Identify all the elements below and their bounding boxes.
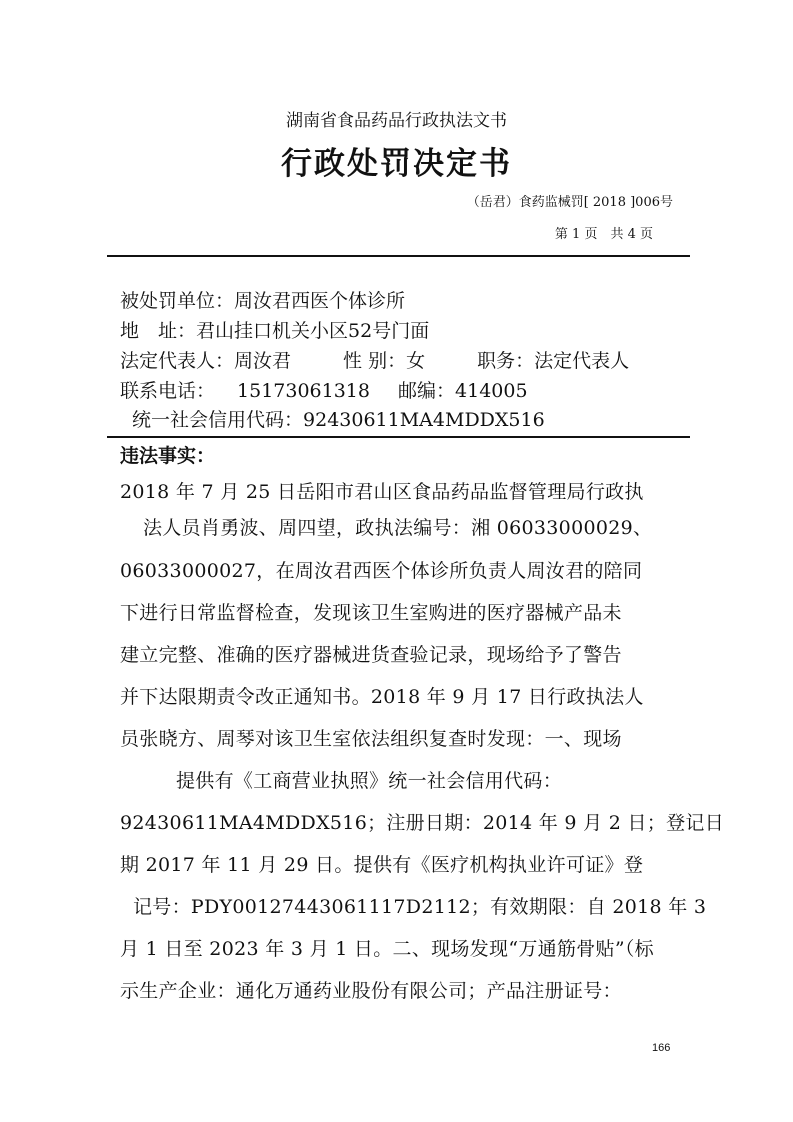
facts-line: 建立完整、准确的医疗器械进货查验记录，现场给予了警告 <box>120 644 622 666</box>
credit-value: 92430611MA4MDDX516 <box>303 409 545 431</box>
facts-line: 记号：PDY00127443061117D2112；有效期限：自 2018 年 3 <box>133 896 707 918</box>
facts-line: 员张晓方、周琴对该卫生室依法组织复查时发现：一、现场 <box>120 728 622 750</box>
party-address-row <box>120 316 429 343</box>
unit-label: 被处罚单位： <box>120 290 235 312</box>
facts-line: 92430611MA4MDDX516；注册日期：2014 年 9 月 2 日；登记日 <box>120 812 725 834</box>
postcode-value: 414005 <box>455 380 528 402</box>
facts-line: 法人员肖勇波、周四望，政执法编号：湘 06033000029、 <box>143 517 653 539</box>
document-title: 行政处罚决定书 <box>281 146 512 182</box>
facts-line: 06033000027，在周汝君西医个体诊所负责人周汝君的陪同 <box>120 560 643 582</box>
facts-line: 提供有《工商营业执照》统一社会信用代码： <box>176 770 563 792</box>
page-number: 166 <box>652 1042 671 1054</box>
postcode-label: 邮编： <box>398 380 456 402</box>
gender-value: 女 <box>406 350 426 372</box>
facts-line: 并下达限期责令改正通知书。2018 年 9 月 17 日行政执法人 <box>120 686 644 708</box>
party-representative-row <box>120 346 629 373</box>
phone-label: 联系电话： <box>120 380 216 402</box>
party-credit-row <box>132 405 545 432</box>
facts-line: 月 1 日至 2023 年 3 月 1 日。二、现场发现“万通筋骨贴”（标 <box>120 938 654 960</box>
facts-line: 示生产企业：通化万通药业股份有限公司；产品注册证号： <box>120 980 622 1002</box>
facts-line: 2018 年 7 月 25 日岳阳市君山区食品药品监督管理局行政执 <box>120 481 644 503</box>
rep-label: 法定代表人： <box>120 350 235 372</box>
facts-line: 期 2017 年 11 月 29 日。提供有《医疗机构执业许可证》登 <box>120 854 644 876</box>
gender-label: 性 别： <box>343 350 407 372</box>
address-label: 地 址： <box>120 320 197 342</box>
facts-line: 下进行日常监督检查，发现该卫生室购进的医疗器械产品未 <box>120 602 622 624</box>
position-value: 法定代表人 <box>534 350 630 372</box>
credit-label: 统一社会信用代码： <box>132 409 304 431</box>
party-contact-row <box>120 376 528 403</box>
section-divider <box>107 436 690 438</box>
page-info: 第 1 页 共 4 页 <box>554 227 653 242</box>
document-number: （岳君）食药监械罚[ 2018 ]006号 <box>466 195 673 210</box>
address-value: 君山挂口机关小区52号门面 <box>196 320 430 342</box>
unit-value: 周汝君西医个体诊所 <box>234 290 406 312</box>
rep-value: 周汝君 <box>234 350 292 372</box>
top-divider <box>107 255 690 257</box>
agency-header: 湖南省食品药品行政执法文书 <box>286 111 507 131</box>
phone-value: 15173061318 <box>237 380 370 402</box>
position-label: 职务： <box>477 350 535 372</box>
facts-heading: 违法事实： <box>120 445 216 467</box>
party-unit-row <box>120 286 405 313</box>
